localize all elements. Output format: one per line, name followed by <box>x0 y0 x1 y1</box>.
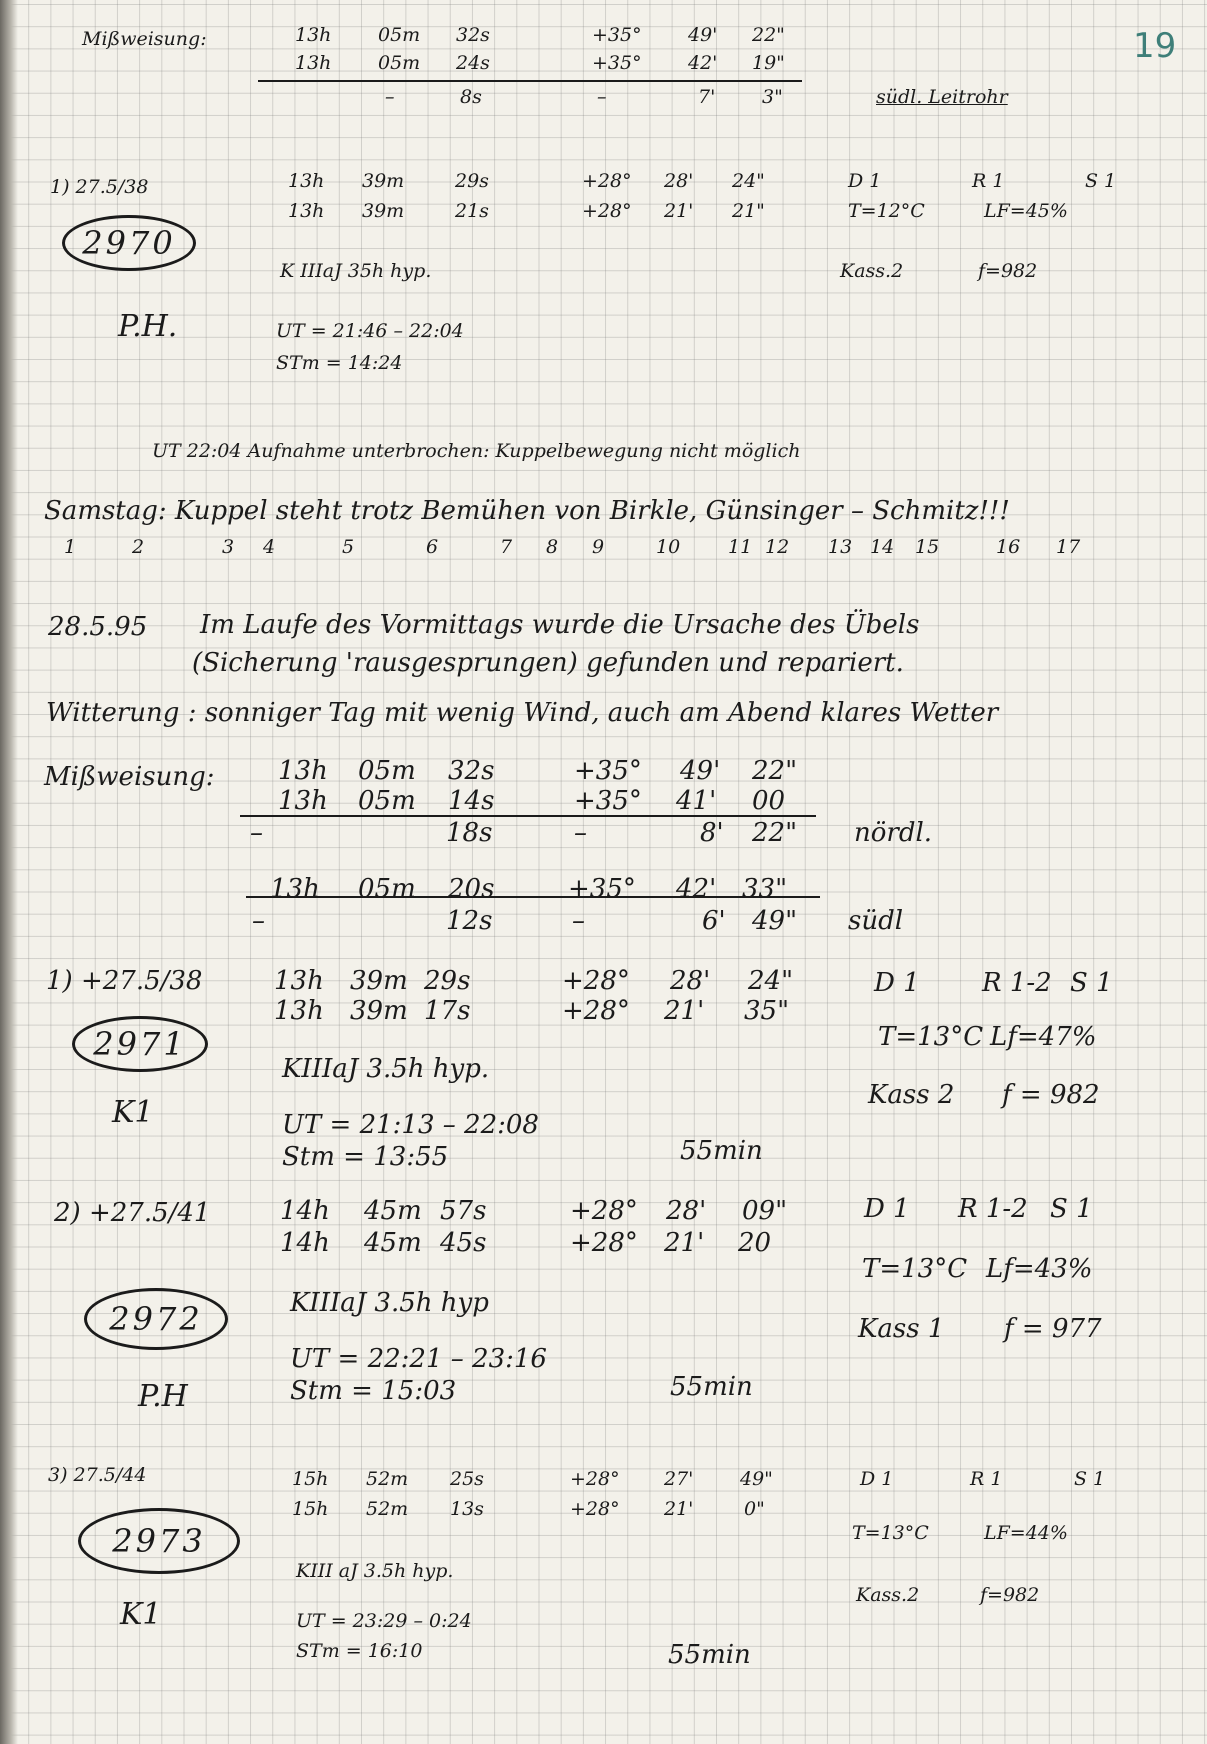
entry2970-kass: Kass.2 <box>840 260 904 282</box>
block1-note: südl. Leitrohr <box>876 86 1008 108</box>
block2-r1-h: 13h <box>278 756 328 786</box>
entry2972-kass: Kass 1 <box>858 1314 945 1344</box>
block1-r2-s: 24s <box>456 52 490 74</box>
block1-diff-s: 8s <box>460 86 482 108</box>
block2-diff-arcsec: 22" <box>752 818 798 848</box>
entry2970-r2-s: 21s <box>455 200 489 222</box>
block2-r1-deg: +35° <box>574 756 642 786</box>
entry2971-num: 1) +27.5/38 <box>46 966 203 996</box>
block1-r2-deg: +35° <box>592 52 642 74</box>
entry2971-f: f = 982 <box>1002 1080 1100 1110</box>
page-number: 19 <box>1133 26 1177 66</box>
block1-label: Mißweisung: <box>82 28 207 50</box>
entry2971-r2-h: 13h <box>274 996 324 1026</box>
block1-r1-arcmin: 49' <box>688 24 718 46</box>
note285-line1: Im Laufe des Vormittags wurde die Ursache des Übels <box>200 610 920 640</box>
entry2970-r1-arcmin: 28' <box>664 170 694 192</box>
block1-r1-arcsec: 22" <box>752 24 785 46</box>
block2-note-south: südl <box>848 906 904 936</box>
sat-num-12: 12 <box>765 536 790 558</box>
entry2971-r2-arcsec: 35" <box>744 996 790 1026</box>
entry2973-num: 3) 27.5/44 <box>48 1464 147 1486</box>
entry2972-r1-deg: +28° <box>570 1196 638 1226</box>
block2-rule2 <box>246 896 820 898</box>
entry2973-lf: LF=44% <box>984 1522 1068 1544</box>
entry2972-st: Stm = 15:03 <box>290 1376 457 1406</box>
entry2971-r: R 1-2 <box>982 968 1052 998</box>
entry2970-r2-arcmin: 21' <box>664 200 694 222</box>
entry2971-r2-deg: +28° <box>562 996 630 1026</box>
entry2970-st: STm = 14:24 <box>276 352 403 374</box>
entry2972-t: T=13°C <box>862 1254 968 1284</box>
entry2973-f: f=982 <box>980 1584 1040 1606</box>
entry2973-ut: UT = 23:29 – 0:24 <box>296 1610 472 1632</box>
entry2970-plate: 2970 <box>82 224 176 262</box>
entry2970-r2-h: 13h <box>288 200 325 222</box>
entry2970-ut: UT = 21:46 – 22:04 <box>276 320 464 342</box>
block1-r1-s: 32s <box>456 24 490 46</box>
entry2970-num: 1) 27.5/38 <box>50 176 149 198</box>
block2-r2-h: 13h <box>278 786 328 816</box>
block1-r2-h: 13h <box>295 52 332 74</box>
entry2970-r1-h: 13h <box>288 170 325 192</box>
block2-r2-deg: +35° <box>574 786 642 816</box>
entry2973-r1-h: 15h <box>292 1468 329 1490</box>
binding-gutter <box>0 0 18 1744</box>
sat-num-1: 1 <box>64 536 77 558</box>
entry2973-r: R 1 <box>970 1468 1003 1490</box>
sat-num-4: 4 <box>263 536 276 558</box>
block2-diff2-sign1: – <box>252 906 265 936</box>
entry2972-observer: P.H <box>138 1379 188 1414</box>
block1-r2-m: 05m <box>378 52 421 74</box>
entry2972-r2-arcsec: 20 <box>738 1228 772 1258</box>
entry2973-plate-oval <box>78 1508 240 1574</box>
sat-num-11: 11 <box>728 536 753 558</box>
entry2971-r1-m: 39m <box>350 966 408 996</box>
block2-r2-arcmin: 41' <box>676 786 717 816</box>
entry2972-ut: UT = 22:21 – 23:16 <box>290 1344 547 1374</box>
entry2970-r2-m: 39m <box>362 200 405 222</box>
block2-label: Mißweisung: <box>44 762 215 792</box>
entry2973-r2-deg: +28° <box>570 1498 620 1520</box>
entry2972-r1-arcsec: 09" <box>742 1196 788 1226</box>
entry2971-plate-oval <box>72 1016 208 1072</box>
entry2973-r1-m: 52m <box>366 1468 409 1490</box>
entry2970-observer: P.H. <box>118 309 178 344</box>
block1-r2-arcsec: 19" <box>752 52 785 74</box>
entry2972-plate-oval <box>84 1288 228 1350</box>
entry2970-lf: LF=45% <box>984 200 1068 222</box>
entry2970-t: T=12°C <box>848 200 925 222</box>
sat-num-10: 10 <box>656 536 681 558</box>
sat-num-9: 9 <box>592 536 605 558</box>
entry2971-r1-deg: +28° <box>562 966 630 996</box>
block2-r1-m: 05m <box>358 756 416 786</box>
block2-r3-deg: +35° <box>568 874 636 904</box>
block1-diff-arcmin: 7' <box>698 86 716 108</box>
entry2973-duration: 55min <box>668 1640 751 1670</box>
block2-r3-m: 05m <box>358 874 416 904</box>
entry2970-r1-m: 39m <box>362 170 405 192</box>
entry2970-r1-s: 29s <box>455 170 489 192</box>
block2-diff2-s: 12s <box>446 906 493 936</box>
block2-diff-sign1: – <box>250 818 263 848</box>
entry2973-kass: Kass.2 <box>856 1584 920 1606</box>
entry2973-r2-s: 13s <box>450 1498 484 1520</box>
sat-num-17: 17 <box>1056 536 1081 558</box>
weather-note: Witterung : sonniger Tag mit wenig Wind, auch am Abend klares Wetter <box>46 698 999 728</box>
entry2973-r2-arcsec: 0" <box>744 1498 765 1520</box>
entry2972-r1-m: 45m <box>364 1196 422 1226</box>
entry2971-r2-m: 39m <box>350 996 408 1026</box>
entry2971-d: D 1 <box>874 968 920 998</box>
entry2972-r1-h: 14h <box>280 1196 330 1226</box>
entry2970-r1-deg: +28° <box>582 170 632 192</box>
sat-num-16: 16 <box>996 536 1021 558</box>
entry2973-r1-arcsec: 49" <box>740 1468 773 1490</box>
block2-r3-s: 20s <box>448 874 495 904</box>
entry2973-plate: 2973 <box>112 1522 206 1560</box>
entry2973-r2-m: 52m <box>366 1498 409 1520</box>
entry2973-r1-arcmin: 27' <box>664 1468 694 1490</box>
block2-r2-s: 14s <box>448 786 495 816</box>
note285-line2: (Sicherung 'rausgesprungen) gefunden und repariert. <box>192 648 904 678</box>
block1-rule <box>258 80 802 82</box>
entry2971-lf: Lf=47% <box>990 1022 1097 1052</box>
entry2972-duration: 55min <box>670 1372 753 1402</box>
sat-num-14: 14 <box>870 536 895 558</box>
block2-diff-sign2: – <box>574 818 587 848</box>
block2-r2-arcsec: 00 <box>752 786 786 816</box>
entry2973-st: STm = 16:10 <box>296 1640 423 1662</box>
interruption-note: UT 22:04 Aufnahme unterbrochen: Kuppelbewegung nicht möglich <box>152 440 801 462</box>
entry2973-r2-h: 15h <box>292 1498 329 1520</box>
entry2973-d: D 1 <box>860 1468 894 1490</box>
entry2970-emulsion: K IIIaJ 35h hyp. <box>280 260 432 282</box>
block1-diff-arcsec: 3" <box>762 86 783 108</box>
entry2970-r2-arcsec: 21" <box>732 200 765 222</box>
entry2972-r: R 1-2 <box>958 1194 1028 1224</box>
entry2971-t: T=13°C <box>878 1022 984 1052</box>
sat-num-3: 3 <box>222 536 235 558</box>
entry2972-r2-s: 45s <box>440 1228 487 1258</box>
entry2970-d: D 1 <box>848 170 882 192</box>
entry2971-duration: 55min <box>680 1136 763 1166</box>
entry2971-st: Stm = 13:55 <box>282 1142 449 1172</box>
entry2972-r2-arcmin: 21' <box>664 1228 705 1258</box>
block2-diff-arcmin: 8' <box>700 818 724 848</box>
block2-diff-s: 18s <box>446 818 493 848</box>
entry2973-s: S 1 <box>1074 1468 1106 1490</box>
sat-num-2: 2 <box>132 536 145 558</box>
block1-r1-h: 13h <box>295 24 332 46</box>
entry2970-r1-arcsec: 24" <box>732 170 765 192</box>
entry2971-r1-arcmin: 28' <box>670 966 711 996</box>
entry2972-d: D 1 <box>864 1194 910 1224</box>
sat-num-5: 5 <box>342 536 355 558</box>
sat-num-13: 13 <box>828 536 853 558</box>
block2-note-north: nördl. <box>854 818 933 848</box>
entry2971-r1-arcsec: 24" <box>748 966 794 996</box>
entry2970-r: R 1 <box>972 170 1005 192</box>
entry2971-kass: Kass 2 <box>868 1080 955 1110</box>
block1-r2-arcmin: 42' <box>688 52 718 74</box>
saturday-note: Samstag: Kuppel steht trotz Bemühen von Birkle, Günsinger – Schmitz!!! <box>44 496 1010 526</box>
entry2972-s: S 1 <box>1050 1194 1093 1224</box>
entry2972-r2-m: 45m <box>364 1228 422 1258</box>
entry2971-s: S 1 <box>1070 968 1113 998</box>
block2-rule1 <box>240 815 816 817</box>
entry2971-r2-s: 17s <box>424 996 471 1026</box>
entry2973-r1-s: 25s <box>450 1468 484 1490</box>
block2-r1-arcsec: 22" <box>752 756 798 786</box>
block1-r1-m: 05m <box>378 24 421 46</box>
entry2970-f: f=982 <box>978 260 1038 282</box>
block1-diff-sign2: – <box>597 86 607 108</box>
entry2971-emulsion: KIIIaJ 3.5h hyp. <box>282 1054 490 1084</box>
entry2971-r1-s: 29s <box>424 966 471 996</box>
block2-r1-arcmin: 49' <box>680 756 721 786</box>
block2-diff2-arcmin: 6' <box>702 906 726 936</box>
entry2970-r2-deg: +28° <box>582 200 632 222</box>
note285-date: 28.5.95 <box>48 612 148 642</box>
block1-diff-sign1: – <box>385 86 395 108</box>
entry2973-t: T=13°C <box>852 1522 929 1544</box>
entry2971-r2-arcmin: 21' <box>664 996 705 1026</box>
entry2971-observer: K1 <box>112 1095 154 1130</box>
block2-r3-arcsec: 33" <box>742 874 788 904</box>
block2-diff2-arcsec: 49" <box>752 906 798 936</box>
entry2973-emulsion: KIII aJ 3.5h hyp. <box>296 1560 454 1582</box>
entry2973-r1-deg: +28° <box>570 1468 620 1490</box>
sat-num-15: 15 <box>915 536 940 558</box>
block2-r3-arcmin: 42' <box>676 874 717 904</box>
block2-r1-s: 32s <box>448 756 495 786</box>
block1-r1-deg: +35° <box>592 24 642 46</box>
entry2973-r2-arcmin: 21' <box>664 1498 694 1520</box>
sat-num-8: 8 <box>546 536 559 558</box>
block2-diff2-sign2: – <box>572 906 585 936</box>
entry2972-f: f = 977 <box>1004 1314 1102 1344</box>
entry2972-r1-arcmin: 28' <box>666 1196 707 1226</box>
entry2973-observer: K1 <box>120 1597 162 1632</box>
entry2972-num: 2) +27.5/41 <box>54 1198 211 1228</box>
sat-num-7: 7 <box>500 536 513 558</box>
entry2971-ut: UT = 21:13 – 22:08 <box>282 1110 539 1140</box>
entry2972-emulsion: KIIIaJ 3.5h hyp <box>290 1288 489 1318</box>
block2-r2-m: 05m <box>358 786 416 816</box>
block2-r3-h: 13h <box>270 874 320 904</box>
entry2971-plate: 2971 <box>93 1025 187 1063</box>
entry2972-r2-h: 14h <box>280 1228 330 1258</box>
entry2972-lf: Lf=43% <box>986 1254 1093 1284</box>
entry2972-r2-deg: +28° <box>570 1228 638 1258</box>
entry2970-plate-oval <box>62 215 196 271</box>
entry2970-s: S 1 <box>1085 170 1117 192</box>
entry2972-r1-s: 57s <box>440 1196 487 1226</box>
sat-num-6: 6 <box>426 536 439 558</box>
entry2971-r1-h: 13h <box>274 966 324 996</box>
entry2972-plate: 2972 <box>109 1300 203 1338</box>
